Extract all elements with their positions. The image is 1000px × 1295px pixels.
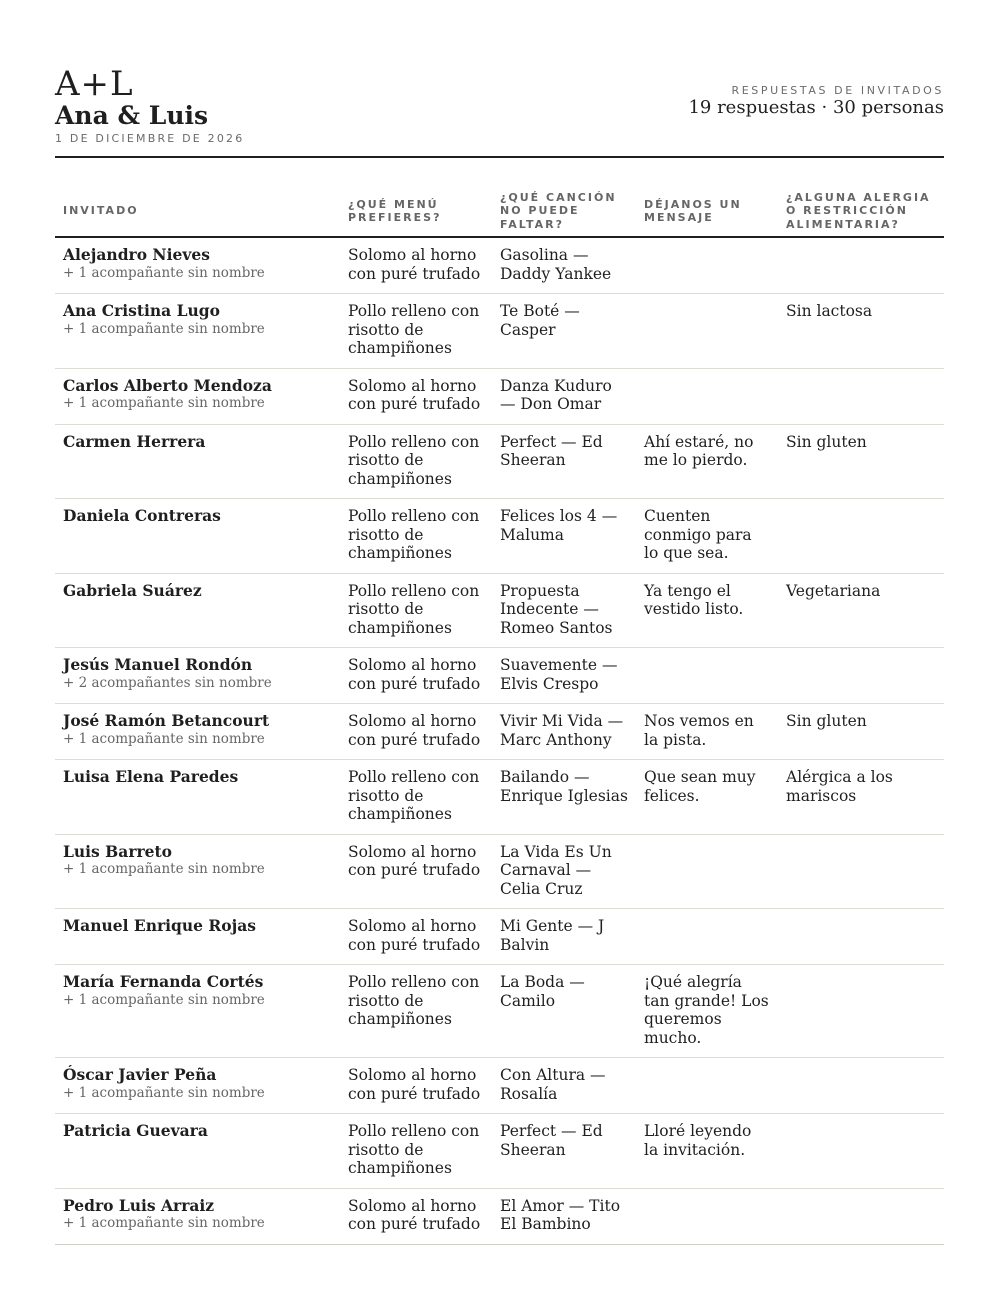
guest-name: Ana Cristina Lugo: [63, 301, 220, 320]
guest-name: Luis Barreto: [63, 841, 173, 861]
table-row: [55, 294, 944, 369]
guest-cell: [55, 499, 340, 574]
song-cell: Perfect — Ed Sheeran: [492, 1114, 636, 1189]
allergy-cell: [778, 499, 944, 574]
guest-name: Daniela Contreras: [63, 506, 221, 525]
allergy-cell: [778, 1114, 944, 1189]
menu-cell: Pollo relleno con risotto de champiñones: [340, 760, 492, 835]
guest-name: Óscar Javier Peña: [63, 1065, 217, 1084]
allergy-cell: [778, 1058, 944, 1114]
guest-name: José Ramón Betancourt: [63, 711, 270, 730]
responses-summary: 19 respuestas · 30 personas: [688, 97, 944, 118]
menu-cell: Pollo relleno con risotto de champiñones: [340, 965, 492, 1058]
guest-name: Carmen Herrera: [63, 431, 206, 451]
table-row: [55, 1058, 944, 1114]
table-row: [55, 1114, 944, 1189]
guest-cell: [55, 424, 340, 499]
menu-cell: Solomo al horno con puré trufado: [340, 1188, 492, 1244]
table-body: [55, 237, 944, 1244]
monogram: A+L: [55, 64, 134, 104]
table-row: [55, 499, 944, 574]
allergy-cell: [778, 965, 944, 1058]
column-header-message: DÉJANOS UN MENSAJE: [636, 186, 778, 237]
menu-cell: Pollo relleno con risotto de champiñones: [340, 499, 492, 574]
guest-companions: + 1 acompañante sin nombre: [63, 730, 265, 747]
allergy-cell: [778, 834, 944, 909]
guest-companions: + 1 acompañante sin nombre: [63, 1215, 265, 1231]
message-cell: Cuenten conmigo para lo que sea.: [636, 499, 778, 574]
allergy-cell: [778, 909, 944, 965]
message-cell: Ahí estaré, no me lo pierdo.: [636, 424, 778, 499]
guest-name: María Fernanda Cortés: [63, 972, 264, 991]
guest-cell: [55, 760, 340, 835]
column-header-guest: INVITADO: [55, 186, 340, 237]
column-header-song: ¿QUÉ CANCIÓN NO PUEDE FALTAR?: [492, 186, 636, 237]
guest-cell: [55, 704, 340, 760]
guest-companions: + 1 acompañante sin nombre: [63, 861, 265, 877]
guest-cell: [55, 1058, 340, 1114]
guest-companions: + 1 acompañante sin nombre: [63, 991, 265, 1008]
menu-cell: Pollo relleno con risotto de champiñones: [340, 573, 492, 648]
song-cell: Danza Kuduro — Don Omar: [492, 368, 636, 424]
responses-label: RESPUESTAS DE INVITADOS: [731, 84, 944, 97]
allergy-cell: Sin gluten: [778, 704, 944, 760]
allergy-cell: [778, 237, 944, 294]
message-cell: [636, 834, 778, 909]
guest-companions: + 1 acompañante sin nombre: [63, 320, 265, 337]
song-cell: Felices los 4 — Maluma: [492, 499, 636, 574]
guest-name: Patricia Guevara: [63, 1121, 208, 1140]
menu-cell: Solomo al horno con puré trufado: [340, 704, 492, 760]
guest-cell: [55, 909, 340, 965]
table-row: [55, 1188, 944, 1244]
message-cell: Nos vemos en la pista.: [636, 704, 778, 760]
guest-responses-table: [55, 186, 944, 1245]
table-row: [55, 704, 944, 760]
guest-cell: [55, 1114, 340, 1189]
menu-cell: Solomo al horno con puré trufado: [340, 237, 492, 294]
message-cell: [636, 1058, 778, 1114]
message-cell: ¡Qué alegría tan grande! Los queremos mucho.: [636, 965, 778, 1058]
couple-names: Ana & Luis: [55, 101, 209, 130]
guest-cell: [55, 1188, 340, 1244]
song-cell: Suavemente — Elvis Crespo: [492, 648, 636, 704]
column-header-menu: ¿QUÉ MENÚ PREFIERES?: [340, 186, 492, 237]
allergy-cell: Sin lactosa: [778, 294, 944, 369]
allergy-cell: [778, 368, 944, 424]
guest-companions: + 1 acompañante sin nombre: [63, 395, 265, 411]
guest-cell: [55, 965, 340, 1058]
song-cell: Te Boté — Casper: [492, 294, 636, 369]
allergy-cell: [778, 1188, 944, 1244]
guest-companions: + 2 acompañantes sin nombre: [63, 674, 272, 691]
guest-cell: [55, 834, 340, 909]
menu-cell: Solomo al horno con puré trufado: [340, 648, 492, 704]
song-cell: Con Altura — Rosalía: [492, 1058, 636, 1114]
message-cell: [636, 648, 778, 704]
table-row: [55, 368, 944, 424]
menu-cell: Pollo relleno con risotto de champiñones: [340, 1114, 492, 1189]
table-row: [55, 909, 944, 965]
guest-cell: [55, 237, 340, 294]
table-row: [55, 237, 944, 294]
song-cell: El Amor — Tito El Bambino: [492, 1188, 636, 1244]
guest-cell: [55, 294, 340, 369]
event-date: 1 DE DICIEMBRE DE 2026: [55, 132, 245, 145]
song-cell: Propuesta Indecente — Romeo Santos: [492, 573, 636, 648]
song-cell: Perfect — Ed Sheeran: [492, 424, 636, 499]
guest-cell: [55, 648, 340, 704]
message-cell: [636, 294, 778, 369]
song-cell: Mi Gente — J Balvin: [492, 909, 636, 965]
song-cell: Gasolina — Daddy Yankee: [492, 237, 636, 294]
guest-name: Manuel Enrique Rojas: [63, 916, 256, 935]
table-row: [55, 648, 944, 704]
column-header-allergy: ¿ALGUNA ALERGIA O RESTRICCIÓN ALIMENTARIA?: [778, 186, 944, 237]
guest-companions: + 1 acompañante sin nombre: [63, 264, 265, 281]
message-cell: Lloré leyendo la invitación.: [636, 1114, 778, 1189]
guest-cell: [55, 368, 340, 424]
allergy-cell: Vegetariana: [778, 573, 944, 648]
table-row: [55, 965, 944, 1058]
guest-name: Gabriela Suárez: [63, 580, 202, 600]
guest-name: Carlos Alberto Mendoza: [63, 375, 272, 395]
song-cell: Vivir Mi Vida — Marc Anthony: [492, 704, 636, 760]
message-cell: [636, 1188, 778, 1244]
allergy-cell: Alérgica a los mariscos: [778, 760, 944, 835]
song-cell: La Vida Es Un Carnaval — Celia Cruz: [492, 834, 636, 909]
song-cell: La Boda — Camilo: [492, 965, 636, 1058]
table-row: [55, 573, 944, 648]
allergy-cell: Sin gluten: [778, 424, 944, 499]
allergy-cell: [778, 648, 944, 704]
table-row: [55, 760, 944, 835]
menu-cell: Pollo relleno con risotto de champiñones: [340, 294, 492, 369]
menu-cell: Solomo al horno con puré trufado: [340, 368, 492, 424]
menu-cell: Solomo al horno con puré trufado: [340, 834, 492, 909]
message-cell: Que sean muy felices.: [636, 760, 778, 835]
table-header-row: [55, 186, 944, 237]
message-cell: [636, 237, 778, 294]
rsvp-page: [55, 60, 944, 1245]
guest-name: Pedro Luis Arraiz: [63, 1195, 215, 1215]
message-cell: [636, 909, 778, 965]
guest-name: Alejandro Nieves: [63, 245, 210, 264]
table-row: [55, 834, 944, 909]
menu-cell: Solomo al horno con puré trufado: [340, 1058, 492, 1114]
message-cell: [636, 368, 778, 424]
guest-name: Luisa Elena Paredes: [63, 767, 239, 786]
page-header: [55, 60, 944, 158]
menu-cell: Solomo al horno con puré trufado: [340, 909, 492, 965]
message-cell: Ya tengo el vestido listo.: [636, 573, 778, 648]
guest-cell: [55, 573, 340, 648]
table-row: [55, 424, 944, 499]
menu-cell: Pollo relleno con risotto de champiñones: [340, 424, 492, 499]
guest-companions: + 1 acompañante sin nombre: [63, 1084, 265, 1101]
song-cell: Bailando — Enrique Iglesias: [492, 760, 636, 835]
guest-name: Jesús Manuel Rondón: [63, 655, 253, 674]
